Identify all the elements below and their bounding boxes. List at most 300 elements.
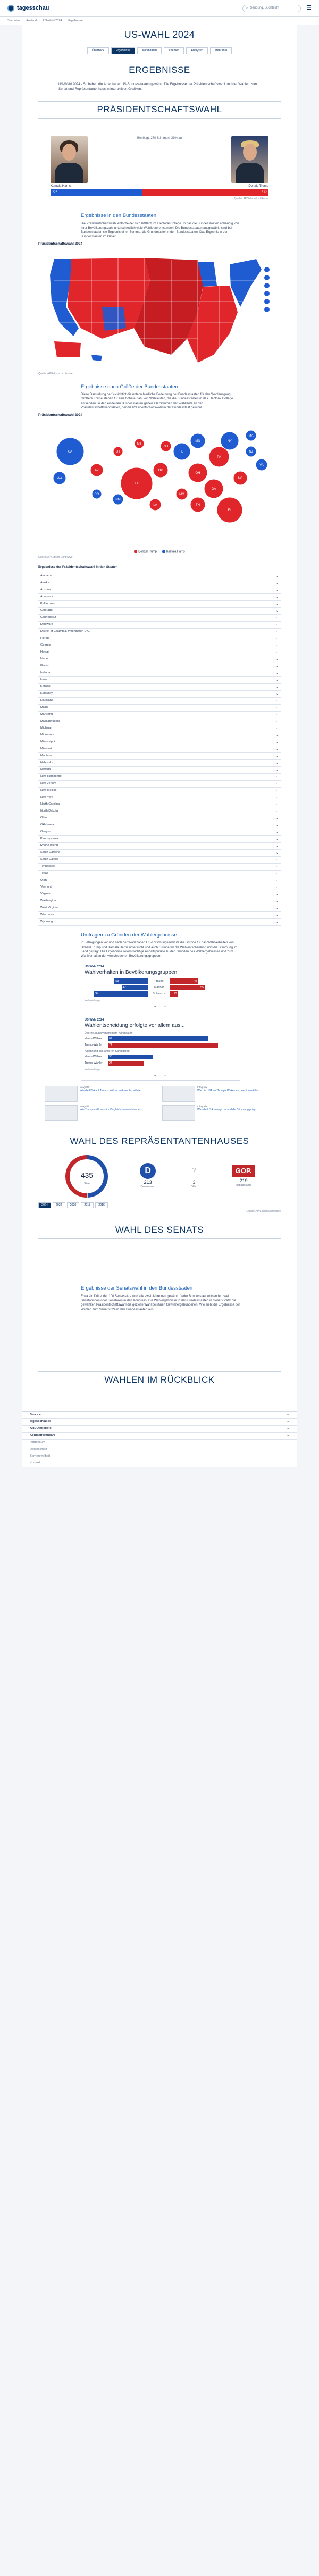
card-title: Wahlentscheidung erfolgte vor allem aus... — [85, 1023, 185, 1029]
state-name: Texas — [40, 871, 48, 875]
footer-section[interactable] — [22, 1426, 297, 1433]
state-name: Oklahoma — [40, 823, 54, 826]
state-accordion-row[interactable] — [38, 684, 281, 691]
harris-electoral-votes: 226 — [51, 189, 142, 196]
state-bubble-label: MN — [195, 439, 200, 443]
state-name: Connecticut — [40, 615, 56, 619]
state-bubble-label: GA — [211, 487, 216, 491]
decision-row — [85, 1042, 237, 1048]
year-tab[interactable]: 2020 — [67, 1202, 80, 1208]
majority-status: Benötigt: 270 Stimmen, 39% zu — [137, 137, 182, 140]
chevron-down-icon: ⌄ — [275, 844, 279, 848]
state-name: Florida — [40, 636, 50, 640]
state-bubble-label: NM — [115, 498, 121, 501]
search-placeholder: Sendung, Suchtext? — [250, 6, 279, 10]
state-bubble-label: FL — [228, 508, 232, 512]
state-accordion-row[interactable] — [38, 587, 281, 594]
chevron-down-icon: ⌄ — [287, 1419, 289, 1423]
survey-section — [81, 932, 240, 1081]
state-accordion-row[interactable] — [38, 801, 281, 808]
state-name: Maryland — [40, 712, 53, 716]
teaser-item[interactable] — [162, 1086, 274, 1102]
state-accordion-row[interactable] — [38, 573, 281, 580]
chevron-down-icon: ⌄ — [275, 747, 279, 751]
group-label: Schwarze — [153, 992, 165, 996]
state-accordion-row[interactable] — [38, 912, 281, 919]
tab-overview[interactable]: Überblick — [87, 47, 109, 54]
decision-bar: 74 — [108, 1043, 218, 1048]
bubble-legend — [38, 550, 281, 554]
dem-value: 213 — [144, 1180, 152, 1185]
size-heading: Ergebnisse nach Größe der Bundesstaaten — [81, 383, 178, 390]
state-bubble-label: AZ — [95, 469, 99, 472]
dem-label: Demokraten — [140, 1185, 155, 1189]
state-accordion-row[interactable] — [38, 891, 281, 898]
rep-seats — [232, 1165, 255, 1187]
card-kicker: US-Wahl 2024 — [85, 1018, 104, 1022]
chevron-down-icon: ⌄ — [275, 623, 279, 626]
decision-group-2: Ablehnung des anderen Kandidaten — [85, 1049, 130, 1053]
trump-electoral-votes: 312 — [142, 189, 268, 196]
state-accordion-row[interactable] — [38, 794, 281, 801]
teaser-item[interactable] — [45, 1105, 157, 1121]
harris-photo — [51, 136, 88, 183]
teaser-thumbnail — [45, 1105, 78, 1121]
chevron-down-icon: ⌄ — [275, 630, 279, 633]
state-name: Utah — [40, 878, 47, 882]
chevron-down-icon: ⌄ — [275, 892, 279, 896]
senate-subheading: Ergebnisse der Senatswahl in den Bundesstaaten — [81, 1285, 193, 1292]
chevron-down-icon: ⌄ — [275, 733, 279, 737]
state-bubble-label: WA — [57, 476, 62, 480]
other-label: Offen — [190, 1185, 198, 1189]
state-name: Nevada — [40, 767, 51, 771]
decision-row — [85, 1060, 237, 1066]
chevron-down-icon: ⌄ — [275, 872, 279, 875]
chevron-down-icon: ⌄ — [287, 1433, 289, 1437]
state-name: Arkansas — [40, 595, 53, 598]
state-name: Wisconsin — [40, 913, 54, 916]
breadcrumb-item: Ergebnisse — [68, 19, 83, 22]
teaser-kicker: Infografik — [197, 1105, 207, 1108]
state-accordion-row[interactable] — [38, 905, 281, 912]
chevron-down-icon: ⌄ — [275, 685, 279, 689]
state-accordion-row[interactable] — [38, 829, 281, 836]
chevron-down-icon: ⌄ — [275, 678, 279, 682]
footer-label: tagesschau.de — [30, 1419, 52, 1423]
state-bubble-label: NC — [238, 476, 243, 480]
state-accordion-row[interactable] — [38, 843, 281, 850]
us-states-map[interactable] — [38, 248, 281, 371]
chevron-down-icon: ⌄ — [275, 865, 279, 868]
gop-logo: GOP. — [232, 1165, 255, 1177]
state-name: North Dakota — [40, 809, 58, 813]
breadcrumb-item[interactable]: US-Wahl 2024 — [43, 19, 62, 22]
menu-icon[interactable]: ☰ — [306, 5, 312, 12]
tab-results[interactable]: Ergebnisse — [111, 47, 136, 54]
state-name: Rhode Island — [40, 843, 58, 847]
chevron-down-icon: ⌄ — [275, 920, 279, 924]
state-accordion-row[interactable] — [38, 642, 281, 649]
rep-value: 219 — [239, 1177, 248, 1183]
chevron-down-icon: ⌄ — [275, 602, 279, 606]
chevron-down-icon: ⌄ — [275, 816, 279, 820]
state-accordion-row[interactable] — [38, 629, 281, 635]
state-accordion-row[interactable] — [38, 877, 281, 884]
state-name: Indiana — [40, 671, 51, 674]
chevron-down-icon: ⌄ — [287, 1426, 289, 1430]
state-name: Delaware — [40, 622, 53, 626]
year-tab[interactable]: 2024 — [38, 1202, 51, 1208]
search-input[interactable] — [242, 5, 301, 12]
groups-card — [81, 963, 240, 1011]
section-nav — [22, 44, 297, 58]
state-accordion-row[interactable] — [38, 850, 281, 857]
chevron-down-icon: ⌄ — [275, 858, 279, 862]
decision-label: Harris-Wähler — [85, 1036, 102, 1040]
state-name: Tennessee — [40, 864, 55, 868]
decision-label: Harris-Wähler — [85, 1055, 102, 1058]
state-name: Arizona — [40, 588, 51, 591]
presidential-result-card — [45, 122, 274, 206]
other-value: 3 — [192, 1180, 196, 1185]
state-name: Georgia — [40, 643, 51, 647]
state-name: Vermont — [40, 885, 52, 889]
decision-bar: 30 — [108, 1055, 153, 1059]
state-accordion-row[interactable] — [38, 753, 281, 760]
history-heading: WAHLEN IM RÜCKBLICK — [38, 1371, 281, 1389]
state-name: Nebraska — [40, 760, 53, 764]
decision-row — [85, 1036, 237, 1042]
chevron-down-icon: ⌄ — [287, 1412, 289, 1416]
state-bubble-label: UT — [116, 450, 120, 454]
chevron-down-icon: ⌄ — [275, 768, 279, 772]
survey-text: In Befragungen vor und nach der Wahl haben US-Forschungsinstitute die Gründe für das Wahlverhalten von Donald Trump und Kamala Harris untersucht und auch Gründe für die Wahlentscheidung und die Stimmung im Land gefragt. Die Ergebnisse liefern wichtige Anhaltspunkte zu den Gründen des Wahlergebnisses und zum Wahlverhalten der verschiedenen Bevölkerungsgruppen: — [81, 941, 237, 958]
state-accordion-row[interactable] — [38, 836, 281, 843]
breadcrumb-item[interactable]: Startseite — [7, 19, 20, 22]
state-name: Pennsylvania — [40, 837, 58, 840]
breadcrumb: Startseite › Ausland › US-Wahl 2024 › Ergebnisse — [0, 17, 319, 25]
state-name: Idaho — [40, 657, 48, 660]
state-accordion-row[interactable] — [38, 608, 281, 615]
year-tab[interactable]: 2016 — [95, 1202, 108, 1208]
chevron-down-icon: ⌄ — [275, 899, 279, 903]
teaser-title: Wie die USA auf Trumps Wirken und wer ihn wählte — [80, 1089, 141, 1092]
card-title: Wahlverhalten in Bevölkerungsgruppen — [85, 969, 178, 976]
chevron-down-icon: ⌄ — [275, 906, 279, 910]
states-text: Die Präsidentschaftswahl entscheidet sich letztlich im Electoral College. In das die Bundesstaaten abhängig von ihrer Bevölkerungszahl unterschiedlich viele Wahlleute entsenden. Die Bundesstaaten ausgewählt, sind bei Bundesstaaten sie Ergebnis einer Summe, die Grundmuster in den Bundesstaaten. Das Ergebnis in den Bundesstaaten im Detail: — [81, 222, 239, 238]
trump-name: Donald Trump — [248, 185, 268, 188]
state-accordion-row[interactable] — [38, 781, 281, 788]
teaser-kicker: Infografik — [197, 1085, 207, 1089]
state-accordion-row[interactable] — [38, 622, 281, 629]
state-name: Kansas — [40, 684, 51, 688]
state-accordion-row[interactable] — [38, 732, 281, 739]
chevron-down-icon: ⌄ — [275, 671, 279, 675]
state-name: Alabama — [40, 574, 53, 578]
senate-text: Etwa ein Drittel der 100 Senatssitze wird alle zwei Jahre neu gewählt. Jeder Bundesstaat entsendet zwei Senatorinnen oder Senatoren in den Kongress. Die Wahlergebnisse in den Bundesstaaten in dieser Grafik die gewählten Präsidentschaftswahl die gezielte Wahl bei ihnen Gewinnergebundenen. Wie sieht die Ergebnisse der Wahlen zum Senat 2024 in den Bundesstaaten aus. — [81, 1295, 240, 1311]
house-heading: WAHL DES REPRÄSENTANTENHAUSES — [38, 1133, 281, 1150]
chevron-down-icon: ⌄ — [275, 574, 279, 578]
states-accordion — [38, 573, 281, 926]
footer-link-label: Barrierefreiheit — [30, 1454, 51, 1458]
chevron-down-icon: ⌄ — [275, 699, 279, 702]
state-name: Iowa — [40, 678, 47, 681]
harris-share-bar: 86 — [94, 991, 148, 997]
states-accordion-title: Ergebnisse der Präsidentschaftswahl in den Staaten — [38, 565, 118, 569]
state-accordion-row[interactable] — [38, 601, 281, 608]
state-bubble-label: MT — [137, 442, 142, 446]
chevron-down-icon: ⌄ — [275, 664, 279, 668]
state-bubble-label: VA — [259, 463, 264, 467]
state-bubble-label: CO — [94, 492, 99, 496]
state-name: New York — [40, 795, 53, 799]
state-bubble-label: NY — [227, 439, 232, 443]
state-accordion-row[interactable] — [38, 712, 281, 718]
results-section — [22, 58, 297, 98]
decision-group-1: Überzeugung von meinem Kandidaten — [85, 1031, 133, 1035]
rep-label: Republikaner — [236, 1184, 251, 1187]
year-tab[interactable]: 2018 — [81, 1202, 94, 1208]
map-northeast-blue — [230, 259, 262, 307]
decision-row — [85, 1054, 237, 1060]
states-heading: Ergebnisse in den Bundesstaaten — [81, 212, 157, 219]
page-title: US-WAHL 2024 — [22, 25, 297, 44]
state-name: Colorado — [40, 608, 53, 612]
tab-candidates[interactable]: Kandidaten — [137, 47, 162, 54]
chevron-down-icon: ⌄ — [275, 637, 279, 640]
breadcrumb-item[interactable]: Ausland — [26, 19, 37, 22]
legend-harris: Kamala Harris — [166, 550, 185, 554]
state-accordion-row[interactable] — [38, 760, 281, 767]
tab-analyses[interactable]: Analysen — [186, 47, 208, 54]
chevron-down-icon: ⌄ — [275, 885, 279, 889]
chevron-down-icon: ⌄ — [275, 782, 279, 785]
chevron-down-icon: ⌄ — [275, 657, 279, 661]
state-accordion-row[interactable] — [38, 898, 281, 905]
source-note: Quelle: AP/Edison Lichtkurve — [246, 1209, 281, 1213]
dem-seats — [140, 1163, 156, 1189]
year-selector — [38, 1202, 281, 1208]
state-accordion-row[interactable] — [38, 718, 281, 725]
state-name: Michigan — [40, 726, 53, 730]
state-accordion-row[interactable] — [38, 739, 281, 746]
state-name: New Mexico — [40, 788, 57, 792]
state-name: New Hampshire — [40, 774, 62, 778]
state-accordion-row[interactable] — [38, 788, 281, 794]
card-source: Wahlumfrage — [85, 999, 100, 1002]
chevron-down-icon: ⌄ — [275, 713, 279, 716]
harris-share-bar: 42 — [122, 985, 148, 990]
state-accordion-row[interactable] — [38, 774, 281, 781]
chevron-down-icon: ⌄ — [275, 643, 279, 647]
decision-label: Trump-Wähler — [85, 1043, 103, 1047]
state-accordion-row[interactable] — [38, 864, 281, 871]
state-name: North Carolina — [40, 802, 60, 806]
source-note: Quelle: AP/Edison Lichtkurve — [38, 372, 73, 375]
trump-share-bar: 55 — [170, 985, 205, 990]
size-text: Diese Darstellung berücksichtigt die unterschiedliche Bedeutung der Bundesstaaten für den Wahlausgang. Größere Kreise stehen für eine höhere Zahl von Wahlleuten, die die Bundesstaaten in das Electoral College entsenden. In den einzelnen Bundesstaaten gehen alle Stimmen der Wahlleute an den Präsidentschaftskandidaten, der die Präsidentschaftswahl in der Bundesstaat gewinnt. — [81, 393, 233, 409]
state-accordion-row[interactable] — [38, 663, 281, 670]
state-name: Montana — [40, 754, 52, 757]
chevron-down-icon: ⌄ — [275, 809, 279, 813]
page-content — [22, 25, 297, 1411]
state-bubble-label: MA — [248, 434, 254, 438]
decision-label: Trump-Wähler — [85, 1061, 103, 1065]
electoral-vote-bar — [51, 189, 268, 196]
state-accordion-row[interactable] — [38, 884, 281, 891]
teaser-title: Was die USA bewegt hat und die Stimmung prägt — [197, 1108, 256, 1111]
state-accordion-row[interactable] — [38, 580, 281, 587]
state-name: Missouri — [40, 747, 52, 750]
teaser-kicker: Infografik — [80, 1085, 90, 1089]
brand-name: tagesschau — [17, 5, 49, 12]
chevron-down-icon: ⌄ — [275, 879, 279, 882]
state-accordion-row[interactable] — [38, 919, 281, 926]
decision-bar: 24 — [108, 1061, 144, 1066]
harris-share-bar: 53 — [114, 978, 148, 984]
bubble-title: Präsidentschaftswahl 2024 — [38, 413, 83, 417]
chevron-down-icon: ⌄ — [275, 830, 279, 834]
footer-label: Kontaktformulare — [30, 1433, 56, 1437]
state-name: South Dakota — [40, 857, 58, 861]
map-alaska — [54, 341, 81, 357]
chevron-down-icon: ⌄ — [275, 650, 279, 654]
brand-logo[interactable] — [7, 4, 49, 12]
state-accordion-row[interactable] — [38, 871, 281, 877]
state-accordion-row[interactable] — [38, 822, 281, 829]
footer-link[interactable] — [22, 1446, 297, 1453]
state-accordion-row[interactable] — [38, 698, 281, 705]
chevron-down-icon: ⌄ — [275, 754, 279, 758]
state-name: New Jersey — [40, 781, 56, 785]
trump-share-bar: 13 — [170, 991, 178, 997]
year-tab[interactable]: 2022 — [53, 1202, 65, 1208]
carousel-dots[interactable]: ● ○ ○ — [154, 1074, 167, 1077]
state-name: Louisiana — [40, 698, 53, 702]
footer-link[interactable] — [22, 1440, 297, 1446]
presidential-section — [22, 98, 297, 1130]
map-title: Präsidentschaftswahl 2024 — [38, 242, 83, 246]
state-name: District of Columbia, Washington D.C. — [40, 629, 90, 633]
search-icon: ⌕ — [246, 6, 248, 10]
decision-card — [81, 1016, 240, 1081]
state-accordion-row[interactable] — [38, 594, 281, 601]
state-name: Wyoming — [40, 919, 53, 923]
footer-section[interactable] — [22, 1412, 297, 1419]
footer-section[interactable] — [22, 1419, 297, 1426]
chevron-down-icon: ⌄ — [275, 595, 279, 599]
other-icon: ? — [191, 1166, 197, 1176]
state-bubble-label: OH — [195, 471, 200, 475]
state-accordion-row[interactable] — [38, 746, 281, 753]
state-accordion-row[interactable] — [38, 705, 281, 712]
state-bubble-label: OK — [158, 469, 163, 472]
state-name: Alaska — [40, 581, 49, 584]
footer-link-label: Impressum — [30, 1441, 45, 1444]
teaser-thumbnail — [45, 1086, 78, 1102]
bubble-map[interactable] — [38, 420, 281, 547]
state-bubble-label: TX — [135, 482, 139, 486]
state-bubble-label: TN — [196, 503, 200, 507]
state-accordion-row[interactable] — [38, 815, 281, 822]
card-source: Wahlumfrage — [85, 1068, 100, 1072]
footer-section[interactable] — [22, 1433, 297, 1440]
state-accordion-row[interactable] — [38, 670, 281, 677]
state-name: South Carolina — [40, 850, 61, 854]
state-name: Mississippi — [40, 740, 55, 743]
group-row — [85, 991, 237, 997]
teaser-thumbnail — [162, 1105, 195, 1121]
teaser-title: Wie Trump und Harris im Vergleich bewertet werden — [80, 1108, 141, 1111]
trump-share-bar: 45 — [170, 978, 198, 984]
tab-more-info[interactable]: Mehr Info — [210, 47, 232, 54]
carousel-dots[interactable]: ● ○ ○ — [154, 1005, 167, 1008]
chevron-down-icon: ⌄ — [275, 609, 279, 613]
group-row — [85, 978, 237, 984]
group-row — [85, 985, 237, 991]
state-name: Oregon — [40, 830, 51, 833]
state-accordion-row[interactable] — [38, 615, 281, 622]
teaser-item[interactable] — [45, 1086, 157, 1102]
map-hawaii — [91, 355, 102, 361]
state-accordion-row[interactable] — [38, 857, 281, 864]
state-name: Kentucky — [40, 691, 53, 695]
teaser-kicker: Infografik — [80, 1105, 90, 1108]
state-bubble-label: PA — [217, 455, 221, 459]
house-total-label: Sitze — [83, 1182, 90, 1185]
state-accordion-row[interactable] — [38, 767, 281, 774]
senate-section — [22, 1218, 297, 1368]
other-seats — [186, 1163, 202, 1189]
state-name: Illinois — [40, 664, 49, 667]
teaser-thumbnail — [162, 1086, 195, 1102]
state-bubble-label: LA — [153, 503, 157, 507]
state-accordion-row[interactable] — [38, 656, 281, 663]
state-accordion-row[interactable] — [38, 635, 281, 642]
chevron-down-icon: ⌄ — [275, 913, 279, 917]
footer-link-label: Datenschutz — [30, 1448, 47, 1451]
map-small-state-markers — [264, 267, 270, 312]
state-accordion-row[interactable] — [38, 677, 281, 684]
footer-link[interactable] — [22, 1453, 297, 1460]
chevron-down-icon: ⌄ — [275, 588, 279, 592]
teaser-item[interactable] — [162, 1105, 274, 1121]
state-accordion-row[interactable] — [38, 725, 281, 732]
chevron-down-icon: ⌄ — [275, 775, 279, 779]
chevron-down-icon: ⌄ — [275, 581, 279, 585]
state-name: Ohio — [40, 816, 47, 819]
chevron-down-icon: ⌄ — [275, 740, 279, 744]
chevron-down-icon: ⌄ — [275, 796, 279, 799]
state-bubble-label: MO — [179, 492, 184, 496]
logo-icon — [7, 5, 14, 12]
state-accordion-row[interactable] — [38, 808, 281, 815]
chevron-down-icon: ⌄ — [275, 692, 279, 696]
state-bubble-label: NJ — [249, 450, 253, 454]
dem-logo: D — [140, 1163, 156, 1179]
state-bubble-label: ND — [163, 445, 169, 448]
state-accordion-row[interactable] — [38, 691, 281, 698]
chevron-down-icon: ⌄ — [275, 789, 279, 792]
house-total: 435 — [80, 1170, 94, 1180]
footer-link[interactable] — [22, 1460, 297, 1467]
state-accordion-row[interactable] — [38, 649, 281, 656]
senate-heading: WAHL DES SENATS — [38, 1222, 281, 1239]
footer-link-label: Kontakt — [30, 1461, 40, 1465]
house-section — [22, 1130, 297, 1218]
tab-topics[interactable]: Themen — [164, 47, 184, 54]
